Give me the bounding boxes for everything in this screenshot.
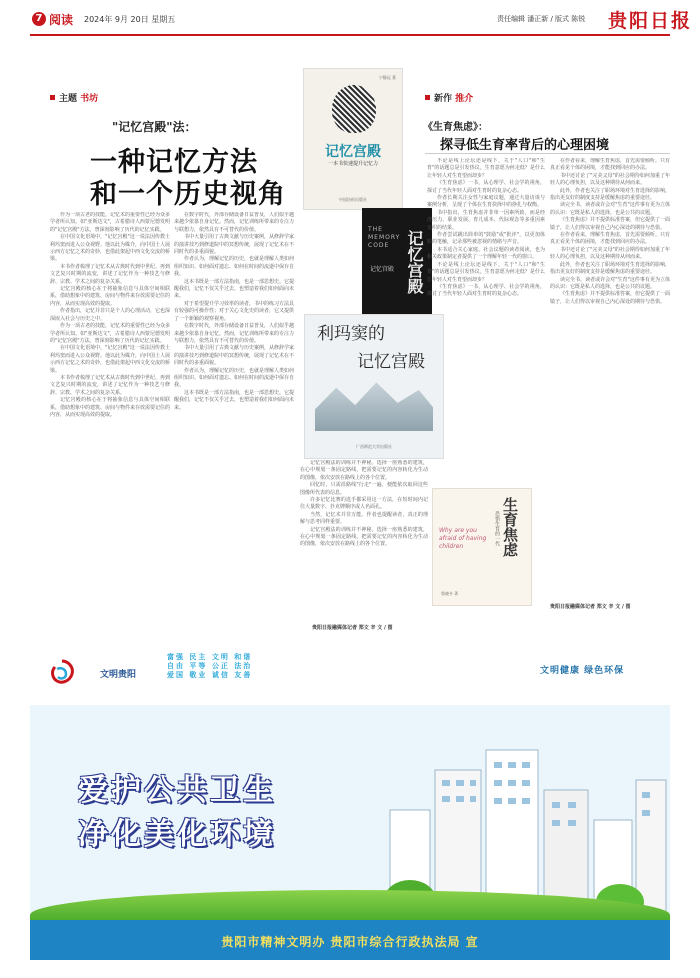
- right-article-headline: 探寻低生育率背后的心理困境: [440, 138, 610, 153]
- tag-square-icon: [425, 95, 430, 100]
- paragraph: 作者认为，理解记忆的历史，也就是理解人类如何组织知识、如何面对遗忘、如何在时间的流逝中保存自我。: [174, 367, 294, 389]
- article-column-2: [174, 212, 294, 630]
- header-rule: [30, 34, 670, 36]
- civilization-logo-icon: [48, 659, 76, 685]
- editor-credits: 责任编辑 潘正新 / 版式 陈锐: [497, 15, 586, 23]
- paragraph: 书中还讨论了"完美父母"的社会期待如何加重了年轻人的心理负担，以及这种期待从何而来。: [550, 172, 670, 187]
- paragraph: 本书作者梳理了记忆术从古典时代到中世纪、再到文艺复兴时期的流变，讲述了记忆作为一种技艺与修辞、宗教、学术之间的复杂关系。: [50, 263, 170, 285]
- paragraph: 读完全书，读者或许会对"生育"这件事有更为立体的认识：它既是私人的选择，也是公共的议题。: [550, 202, 670, 216]
- book-title-part-2: 记忆宫殿: [357, 352, 425, 372]
- poster-title-line-1: 爱护公共卫生: [78, 773, 276, 808]
- article-column-1: [50, 212, 170, 630]
- values-row: 爱国 敬业 诚信 友善: [167, 671, 253, 679]
- paragraph: 在中国文化语境中，"记忆宫殿"这一说法因传教士利玛窦而进入公众视野。他以此为媒介，向中国士人展示西方记忆之术的奇妙，也借此架起中西文化交流的桥梁。: [50, 345, 170, 374]
- tag-name: 书坊: [80, 94, 99, 104]
- paragraph: 作者指出，记忆并非只是个人的心理活动，它也深深嵌入社会与历史之中。: [50, 308, 170, 322]
- paragraph: 此外，作者也关注了职场环境对生育选择的影响，指出更友好的制度支持是缓解焦虑的重要途径。: [550, 261, 670, 276]
- mountain-illustration-icon: [315, 377, 433, 431]
- values-row: 富强 民主 文明 和谐: [167, 653, 253, 661]
- paragraph: 回忆时，只需沿路线"行走"一遍，便能依次取回这些图像所代表的信息。: [300, 482, 428, 496]
- paragraph: 记忆宫殿的核心在于将抽象信息与具体空间相联系，借助想象中的建筑、房间与物件来存放需要记住的内容，从而实现高效的提取。: [50, 286, 170, 307]
- tag-label: 新作: [434, 94, 453, 104]
- book-cn-small-title: 记忆宫殿: [370, 266, 395, 273]
- paragraph: 记忆宫殿法的训练并不神秘。选择一座熟悉的建筑，在心中规划一条固定路线，把需要记忆的内容转化为生动的图像，依次安放在路线上的各个位置。: [300, 526, 428, 548]
- issue-date: 2024年 9月 20日 星期五: [84, 15, 176, 24]
- paragraph: 这本书既是一部方法指南，也是一部思想史。它提醒我们，记忆不仅关乎过去，也塑造着我们如何面向未来。: [174, 389, 294, 411]
- left-article-byline: 贵阳日报融媒体记者 郑文 辛 文 / 图: [312, 625, 393, 631]
- right-section-tag: [425, 91, 473, 104]
- book-title-part-1: 利玛窦的: [317, 324, 385, 344]
- article-column-3: [300, 460, 428, 622]
- book-author: 宁静远 著: [378, 75, 396, 80]
- paragraph: 《生育焦虑》一书，从心理学、社会学的视角，探讨了当代年轻人面对生育时的复杂心态。: [427, 180, 545, 194]
- paragraph: 作者尝试跳出简单的"鼓励"或"批评"，以更加体贴的笔触，记录那些被忽视的情绪与声音。: [427, 232, 545, 246]
- book-subtitle: 恐惧生育的一代: [494, 511, 500, 546]
- paragraph: 此外，作者也关注了职场环境对生育选择的影响，指出更友好的制度支持是缓解焦虑的重要途径。: [550, 187, 670, 202]
- book-cover-memory-palace: [303, 68, 403, 210]
- headline-line-2: 和一个历史视角: [90, 179, 286, 210]
- paragraph: 书中大量引用了古典文献与历史案例，从修辞学家的演讲技巧到修道院中的冥想传统，展现了记忆术在不同时代的多重面貌。: [174, 234, 294, 256]
- page-number-badge: 7: [32, 12, 46, 26]
- paragraph: 不论是线上论坛还是线下，关于"人口"和"生育"的话题总是引发热议。生育意愿为何走低？是什么让年轻人对生育望而却步？: [427, 158, 545, 179]
- paragraph: 在数字时代，外部存储设备日益普及，人们似乎越来越少依靠自身记忆。然而，记忆训练所带来的专注力与联想力，依然具有不可替代的价值。: [174, 212, 294, 233]
- book-publisher: 中国纺织出版社: [339, 197, 367, 202]
- paragraph: 在作者看来，理解生育焦虑，首先需要倾听。只有真正看见个体的困境，才能找到回应的办法。: [550, 232, 670, 246]
- right-article-column-1: [427, 158, 545, 488]
- brain-illustration-icon: [332, 85, 376, 133]
- headline-line-1: 一种记忆方法: [90, 147, 258, 178]
- book-author: 鲁晓卉 著: [441, 591, 459, 596]
- left-section-tag: [50, 91, 98, 104]
- tag-label: 主题: [59, 94, 78, 104]
- poster-footer-text: 贵阳市精神文明办 贵阳市综合行政执法局 宣: [221, 935, 479, 949]
- poster-title-line-2: 净化美化环境: [78, 817, 276, 852]
- book-title: 记忆宫殿: [325, 144, 381, 160]
- book-subtitle: 一本书快速提升记忆力: [327, 161, 378, 167]
- paragraph: 本书适合关心家庭、社会议题的读者阅读，也为相关政策制定者提供了一个理解年轻一代的窗口。: [427, 246, 545, 261]
- paragraph: 记忆宫殿的核心在于将抽象信息与具体空间相联系，借助想象中的建筑、房间与物件来存放需要记住的内容，从而实现高效的提取。: [50, 397, 170, 418]
- paragraph: 本书作者梳理了记忆术从古典时代到中世纪、再到文艺复兴时期的流变，讲述了记忆作为一种技艺与修辞、宗教、学术之间的复杂关系。: [50, 374, 170, 396]
- paragraph: 当然，记忆术并非万能。作者也提醒读者，真正的理解与思考同样重要。: [300, 511, 428, 526]
- paragraph: 作者认为，理解记忆的历史，也就是理解人类如何组织知识、如何面对遗忘、如何在时间的流逝中保存自我。: [174, 256, 294, 278]
- paragraph: 作为一项古老的技能，记忆术的重要性已经为众多学者所认知。如"亚斯达文"，古希腊诗人西蒙尼德发明的"记忆宫殿"方法，曾深刻影响了历代的记忆实践。: [50, 323, 170, 344]
- right-article-column-2: [550, 158, 670, 598]
- newspaper-logo: 贵阳日报: [608, 10, 693, 32]
- section-name: 阅读: [49, 13, 74, 27]
- paragraph: 在中国文化语境中，"记忆宫殿"这一说法因传教士利玛窦而进入公众视野。他以此为媒介，向中国士人展示西方记忆之术的奇妙，也借此架起中西文化交流的桥梁。: [50, 234, 170, 263]
- book-publisher: 广西师范大学出版社: [356, 444, 392, 449]
- book-english-title: Why are you afraid of having children: [439, 527, 487, 550]
- paragraph: 记忆宫殿法的训练并不神秘。选择一座熟悉的建筑，在心中规划一条固定路线，把需要记忆的内容转化为生动的图像，依次安放在路线上的各个位置。: [300, 460, 428, 481]
- paragraph: 许多记忆比赛的选手都采用这一方法，在短时间内记住大量数字、扑克牌顺序或人名面孔。: [300, 497, 428, 511]
- book-english-title: THE MEMORY CODE: [368, 226, 401, 249]
- paragraph: 在作者看来，理解生育焦虑，首先需要倾听。只有真正看见个体的困境，才能找到回应的办法。: [550, 158, 670, 172]
- paragraph: 对于希望提升学习效率的读者，书中的练习方法具有较强的可操作性；对于关心文化史的读者，它又提供了一个新颖的观察视角。: [174, 300, 294, 322]
- right-article-kicker: 《生育焦虑》：: [423, 122, 488, 133]
- right-article-byline: 贵阳日报融媒体记者 郑文 辛 文 / 图: [550, 604, 631, 610]
- tag-name: 推介: [455, 94, 474, 104]
- paragraph: 读完全书，读者或许会对"生育"这件事有更为立体的认识：它既是私人的选择，也是公共的议题。: [550, 276, 670, 290]
- tag-square-icon: [50, 95, 55, 100]
- poster-slogan: 文明健康 绿色环保: [540, 666, 625, 676]
- book-cover-ricci-memory-palace: [304, 314, 444, 459]
- book-cover-birth-anxiety: [432, 488, 532, 606]
- paragraph: 《生育焦虑》并不提供标准答案，但它提供了一面镜子，让人们得以审视自己内心深处的期待与恐惧。: [550, 291, 670, 305]
- book-title: 生育焦虑: [501, 497, 519, 557]
- civilization-text: 文明贵阳: [100, 670, 137, 680]
- core-values: [167, 653, 252, 680]
- paragraph: 书中还讨论了"完美父母"的社会期待如何加重了年轻人的心理负担，以及这种期待从何而来。: [550, 246, 670, 261]
- headline-rule: [425, 153, 670, 154]
- paragraph: 作为一项古老的技能，记忆术的重要性已经为众多学者所认知。如"亚斯达文"，古希腊诗人西蒙尼德发明的"记忆宫殿"方法，曾深刻影响了历代的记忆实践。: [50, 212, 170, 233]
- paragraph: 不论是线上论坛还是线下，关于"人口"和"生育"的话题总是引发热议。生育意愿为何走低？是什么让年轻人对生育望而却步？: [427, 261, 545, 283]
- paragraph: 作者长期关注女性与家庭议题，通过大量访谈与案例分析，呈现了个体在生育抉择中的挣扎与权衡。: [427, 195, 545, 209]
- values-row: 自由 平等 公正 法治: [167, 662, 253, 670]
- book-cover-memory-code: [362, 208, 432, 314]
- page-header: [0, 0, 700, 40]
- article-kicker: "记忆宫殿"法：: [112, 120, 197, 134]
- paragraph: 这本书既是一部方法指南，也是一部思想史。它提醒我们，记忆不仅关乎过去，也塑造着我们如何面向未来。: [174, 278, 294, 300]
- paragraph: 《生育焦虑》并不提供标准答案，但它提供了一面镜子，让人们得以审视自己内心深处的期待与恐惧。: [550, 217, 670, 231]
- paragraph: 《生育焦虑》一书，从心理学、社会学的视角，探讨了当代年轻人面对生育时的复杂心态。: [427, 283, 545, 298]
- paragraph: 书中大量引用了古典文献与历史案例，从修辞学家的演讲技巧到修道院中的冥想传统，展现了记忆术在不同时代的多重面貌。: [174, 345, 294, 367]
- book-title: 记忆宫殿: [405, 230, 424, 294]
- public-service-poster: [30, 645, 670, 960]
- paragraph: 在数字时代，外部存储设备日益普及，人们似乎越来越少依靠自身记忆。然而，记忆训练所带来的专注力与联想力，依然具有不可替代的价值。: [174, 323, 294, 344]
- paragraph: 书中指出，生育焦虑并非单一因素所致，而是经济压力、职业发展、育儿成本、代际观念等多重因素交织的结果。: [427, 209, 545, 231]
